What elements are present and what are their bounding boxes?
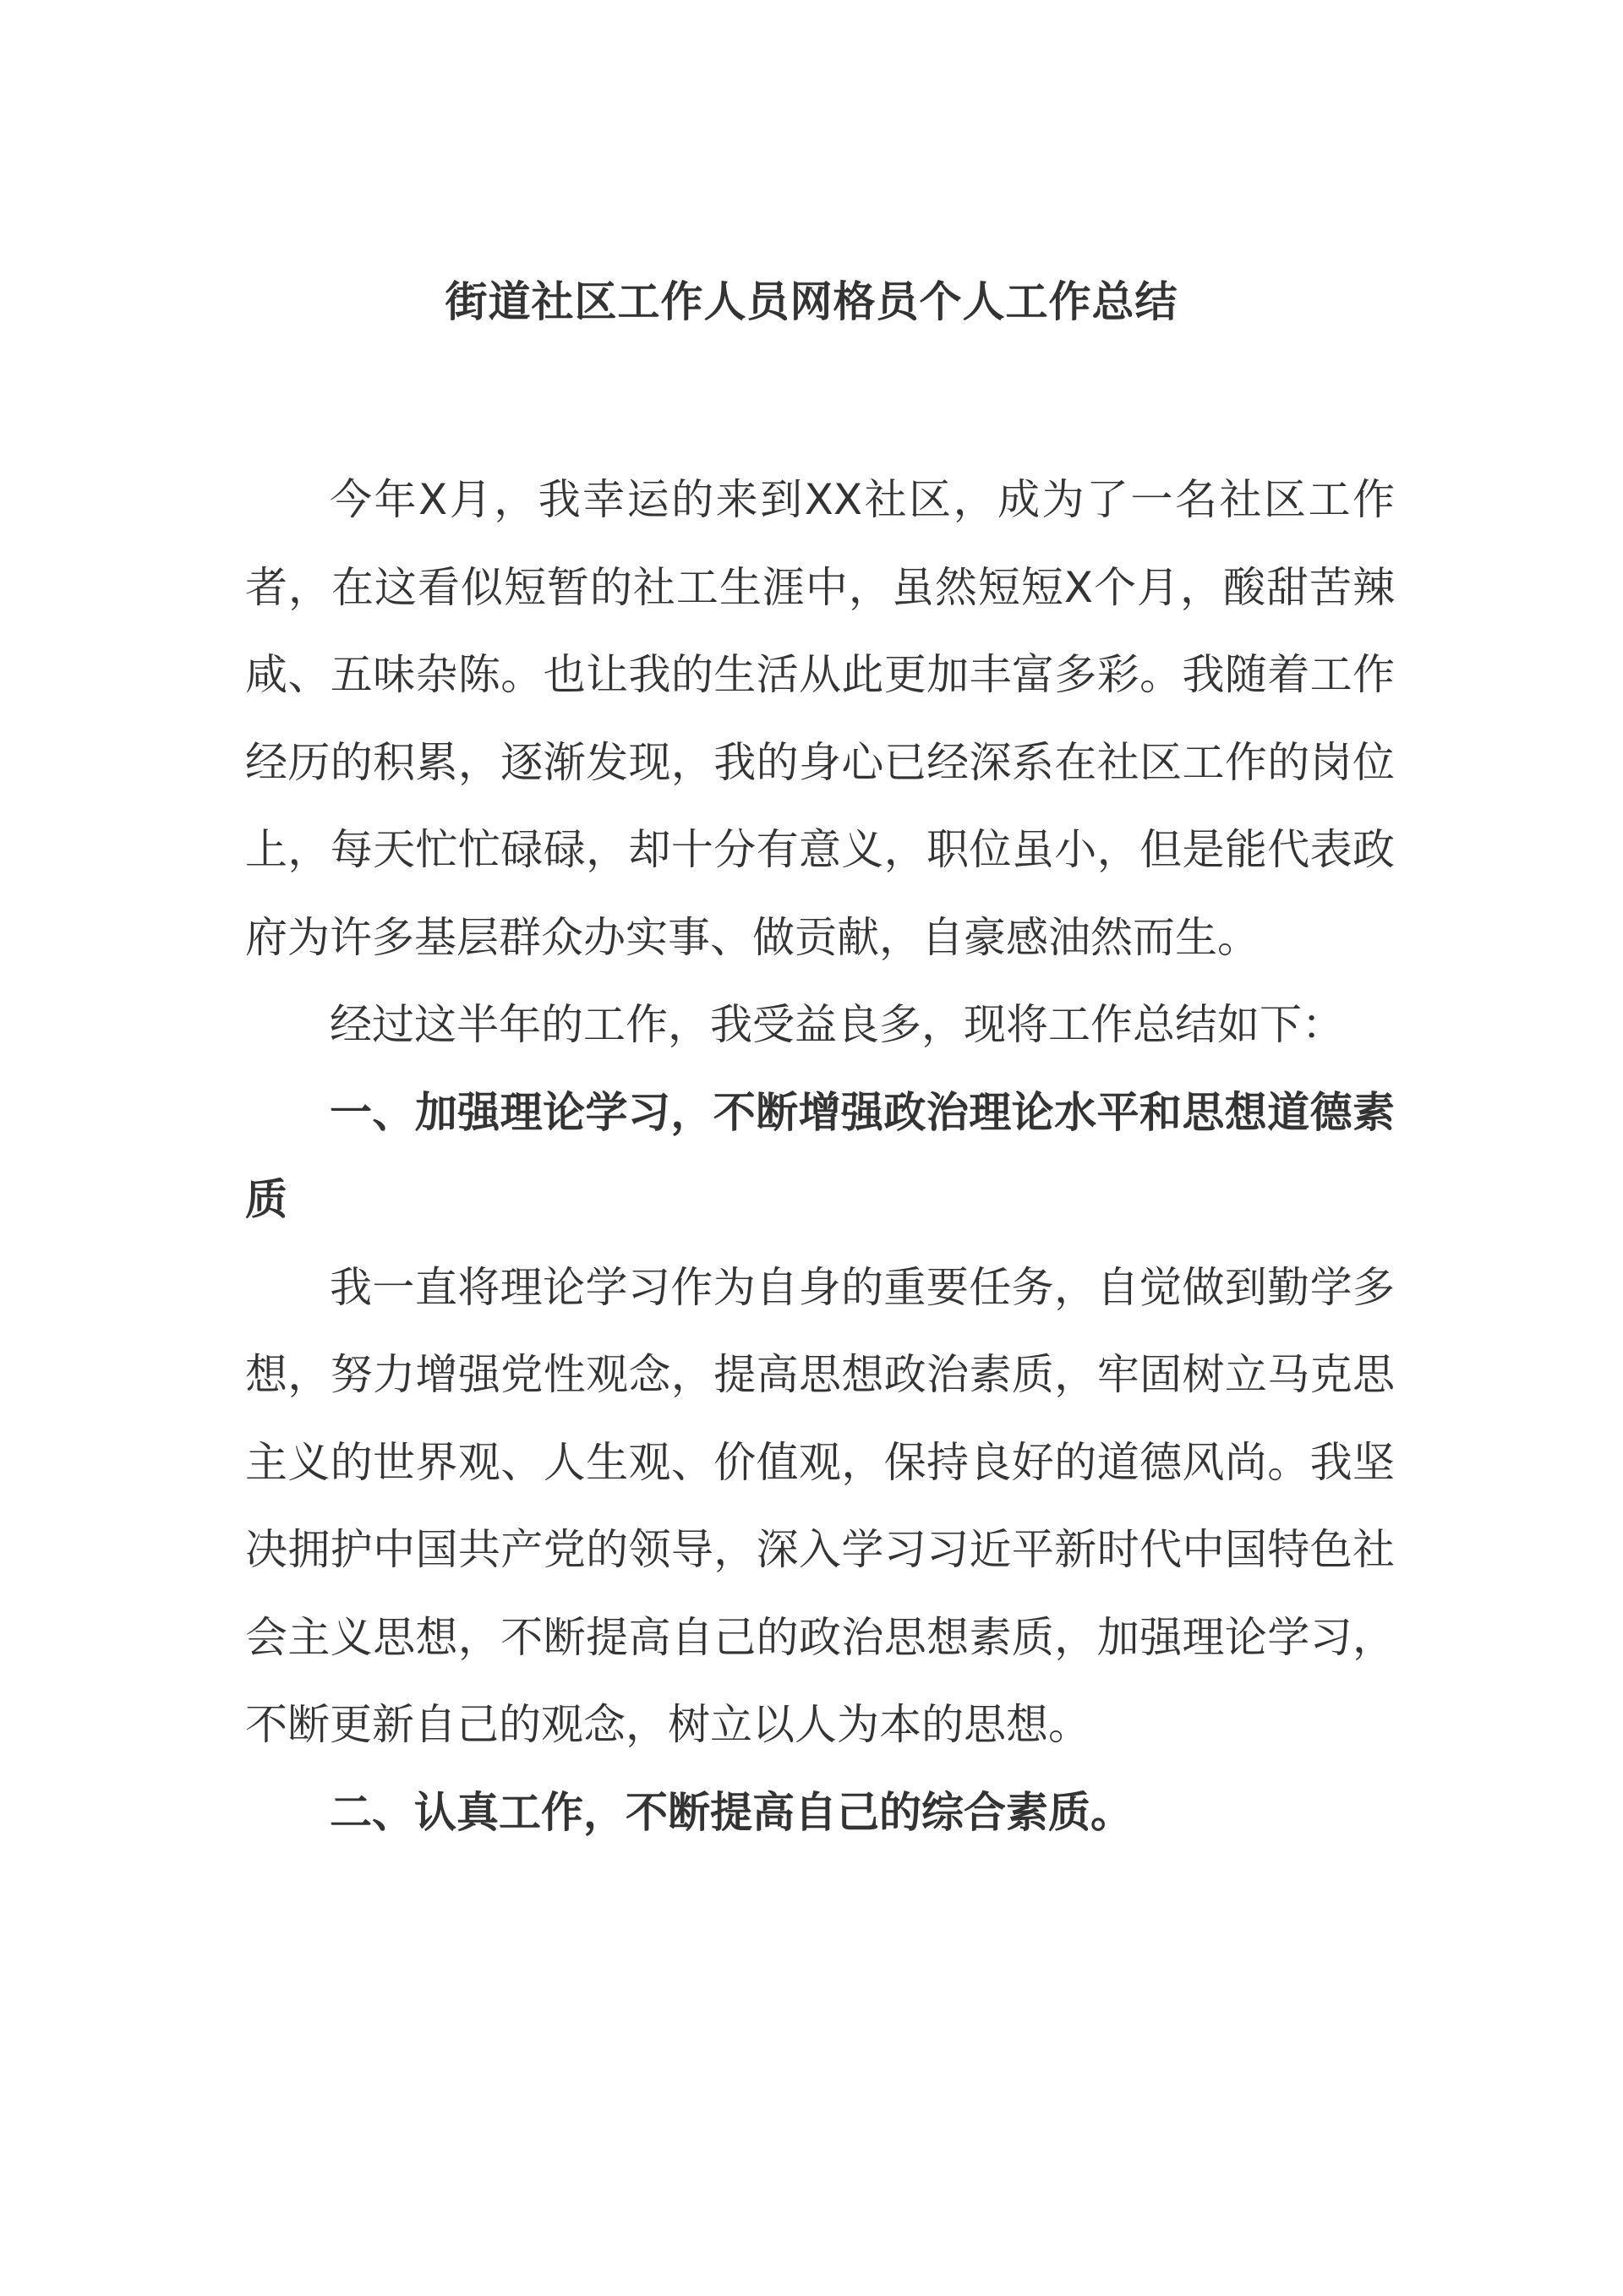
section-1-paragraph: 我一直将理论学习作为自身的重要任务，自觉做到勤学多想，努力增强党性观念，提高思想政治素质，牢固树立马克思主义的世界观、人生观、价值观，保持良好的道德风尚。我坚决拥护中国共产党的领导，深入学习习近平新时代中国特色社会主义思想，不断提高自己的政治思想素质，加强理论学习，不断更新自己的观念，树立以人为本的思想。 bbox=[245, 1262, 1395, 1749]
intro-paragraph: 今年X月，我幸运的来到XX社区，成为了一名社区工作者，在这看似短暂的社工生涯中，虽然短短X个月，酸甜苦辣咸、五味杂陈。也让我的生活从此更加丰富多彩。我随着工作经历的积累，逐渐发现，我的身心已经深系在社区工作的岗位上，每天忙忙碌碌，却十分有意义，职位虽小，但是能代表政府为许多基层群众办实事、做贡献，自豪感油然而生。 bbox=[245, 475, 1395, 962]
document-title: 街道社区工作人员网格员个人工作总结 bbox=[445, 277, 1178, 326]
summary-lead-paragraph: 经过这半年的工作，我受益良多，现将工作总结如下： bbox=[330, 1000, 1344, 1049]
document-body bbox=[245, 456, 1395, 1856]
section-heading-1: 一、加强理论学习，不断增强政治理论水平和思想道德素质 bbox=[245, 1087, 1395, 1224]
section-heading-2: 二、认真工作，不断提高自己的综合素质。 bbox=[330, 1787, 1133, 1837]
